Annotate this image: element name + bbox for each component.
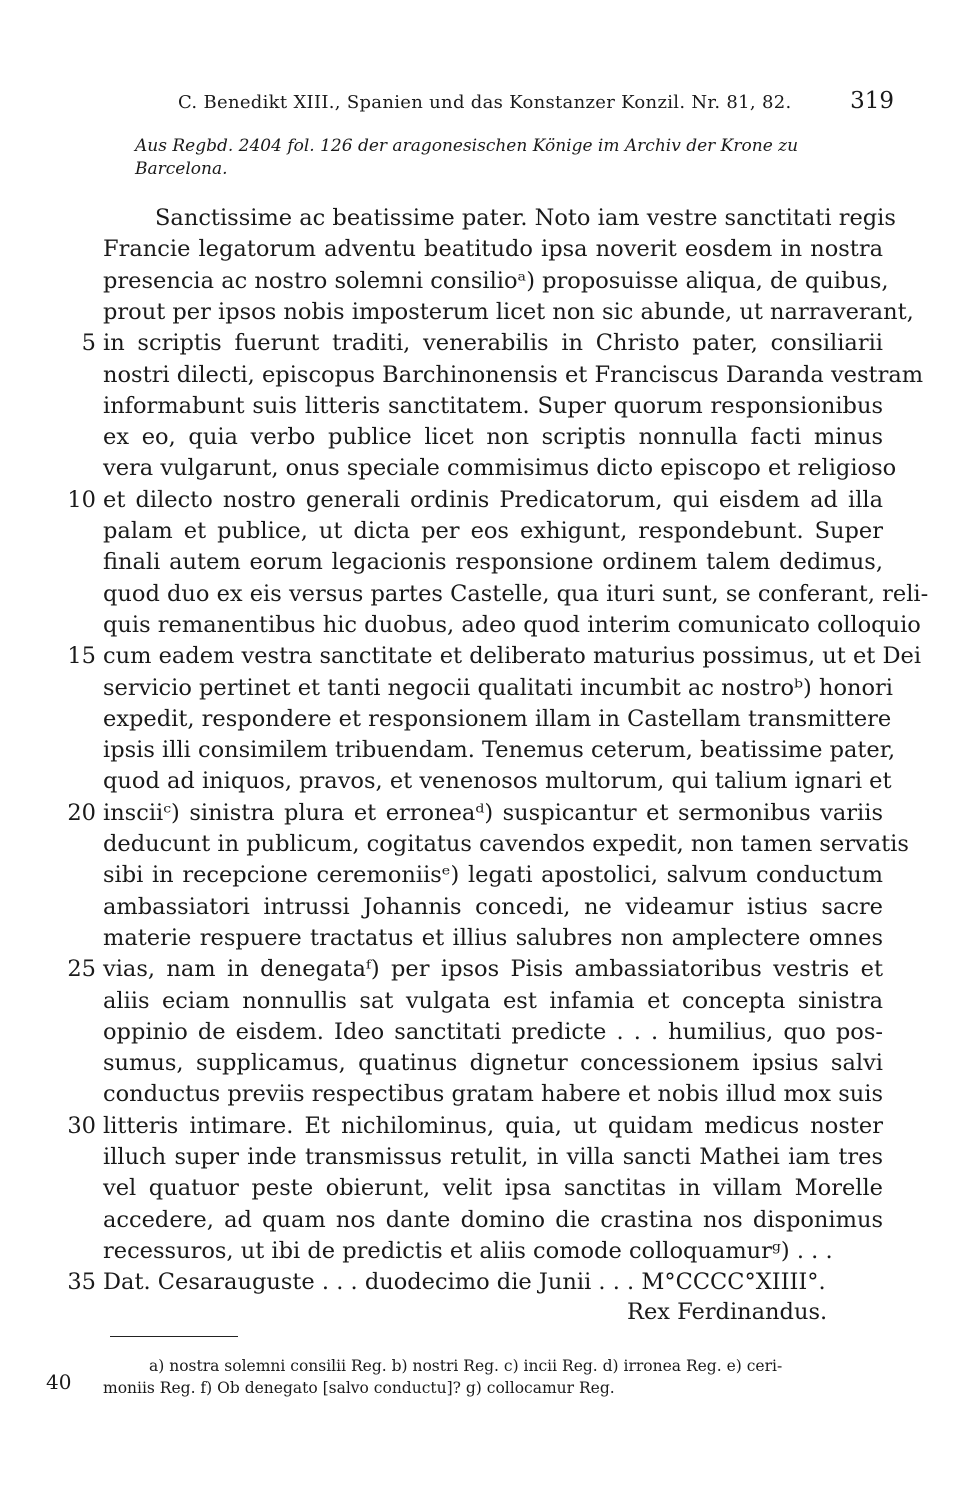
body-line: conductus previis respectibus gratam habere et nobis illud mox suis (103, 1081, 883, 1108)
body-line: et dilecto nostro generali ordinis Predicatorum, qui eisdem ad illa (103, 486, 883, 513)
body-line: sumus, supplicamus, quatinus dignetur concessionem ipsius salvi (103, 1050, 883, 1077)
line-number: 5 (81, 330, 96, 357)
body-line: prout per ipsos nobis imposterum licet non sic abunde, ut narraverant, (103, 298, 914, 325)
line-number: 25 (67, 956, 96, 983)
body-line: Francie legatorum adventu beatitudo ipsa noverit eosdem in nostra (103, 236, 883, 263)
body-line: presencia ac nostro solemni consilioᵃ) proposuisse aliqua, de quibus, (103, 267, 889, 294)
line-number: 35 (67, 1269, 96, 1296)
body-line: vera vulgarunt, onus speciale commisimus dicto episcopo et religioso (103, 455, 897, 482)
footnote-line-number: 40 (46, 1370, 72, 1394)
footnote-line-1: a) nostra solemni consilii Reg. b) nostri Reg. c) incii Reg. d) irronea Reg. e) ceri- (149, 1357, 783, 1375)
line-number: 10 (67, 486, 96, 513)
body-line: recessuros, ut ibi de predictis et aliis comode colloquamurᵍ) . . . (103, 1237, 833, 1264)
body-line: servicio pertinet et tanti negocii qualitati incumbit ac nostroᵇ) honori (103, 674, 893, 701)
body-line: vel quatuor peste obierunt, velit ipsa sanctitas in villam Morelle (103, 1175, 883, 1202)
body-line: expedit, respondere et responsionem illam in Castellam transmittere (103, 705, 892, 732)
running-head-title: C. Benedikt XIII., Spanien und das Konstanzer Konzil. Nr. 81, 82. (178, 92, 792, 113)
body-line: informabunt suis litteris sanctitatem. Super quorum responsionibus (103, 392, 883, 419)
running-header (178, 88, 894, 118)
body-line: palam et publice, ut dicta per eos exhigunt, respondebunt. Super (103, 518, 883, 544)
body-line: ambassiatori intrussi Johannis concedi, ne videamur istius sacre (103, 893, 883, 920)
body-line: vias, nam in denegataᶠ) per ipsos Pisis ambassiatoribus vestris et (103, 956, 883, 983)
line-number: 30 (67, 1112, 96, 1139)
body-line: aliis eciam nonnullis sat vulgata est infamia et concepta sinistra (103, 987, 883, 1014)
body-line: deducunt in publicum, cogitatus cavendos expedit, non tamen servatis (103, 831, 909, 857)
body-line: ipsis illi consimilem tribuendam. Tenemus ceterum, beatissime pater, (103, 737, 896, 764)
body-line: insciiᶜ) sinistra plura et erroneaᵈ) suspicantur et sermonibus variis (103, 799, 883, 826)
footnote-line-2: moniis Reg. f) Ob denegato [salvo conductu]? g) collocamur Reg. (103, 1379, 615, 1397)
line-number: 20 (67, 799, 96, 826)
body-line: Sanctissime ac beatissime pater. Noto iam vestre sanctitati regis (155, 205, 896, 231)
body-line: oppinio de eisdem. Ideo sanctitati predicte . . . humilius, quo pos- (103, 1018, 883, 1045)
body-line: illuch super inde transmissus retulit, in villa sancti Mathei iam tres (103, 1144, 883, 1170)
body-line: sibi in recepcione ceremoniisᵉ) legati apostolici, salvum conductum (103, 862, 883, 889)
body-line: finali autem eorum legacionis responsione ordinem talem dedimus, (103, 549, 883, 576)
source-note (135, 135, 895, 181)
source-note-line-2: Barcelona. (135, 159, 228, 179)
source-note-line-1: Aus Regbd. 2404 fol. 126 der aragonesischen Könige im Archiv der Krone zu (135, 136, 799, 156)
body-line: quod ad iniquos, pravos, et venenosos multorum, qui talium ignari et (103, 768, 892, 795)
body-line: cum eadem vestra sanctitate et deliberato maturius possimus, ut et Dei (103, 643, 922, 670)
footnote-rule (110, 1336, 238, 1337)
body-line: quis remanentibus hic duobus, adeo quod interim comunicato colloquio (103, 611, 921, 638)
body-line: litteris intimare. Et nichilominus, quia, ut quidam medicus noster (103, 1112, 883, 1139)
line-number: 15 (67, 643, 96, 670)
body-line: nostri dilecti, episcopus Barchinonensis et Franciscus Daranda vestram (103, 361, 924, 388)
body-line: ex eo, quia verbo publice licet non scriptis nonnulla facti minus (103, 424, 883, 451)
body-line: accedere, ad quam nos dante domino die crastina nos disponimus (103, 1206, 883, 1233)
body-line: materie respuere tractatus et illius salubres non amplectere omnes (103, 924, 883, 951)
page-number: 319 (850, 88, 894, 114)
body-line: Dat. Cesarauguste . . . duodecimo die Junii . . . M°CCCC°XIIII°. (103, 1269, 826, 1296)
signature: Rex Ferdinandus. (627, 1299, 828, 1325)
body-line: in scriptis fuerunt traditi, venerabilis in Christo pater, consiliarii (103, 330, 883, 357)
body-line: quod duo ex eis versus partes Castelle, qua ituri sunt, se conferant, reli- (103, 580, 929, 607)
